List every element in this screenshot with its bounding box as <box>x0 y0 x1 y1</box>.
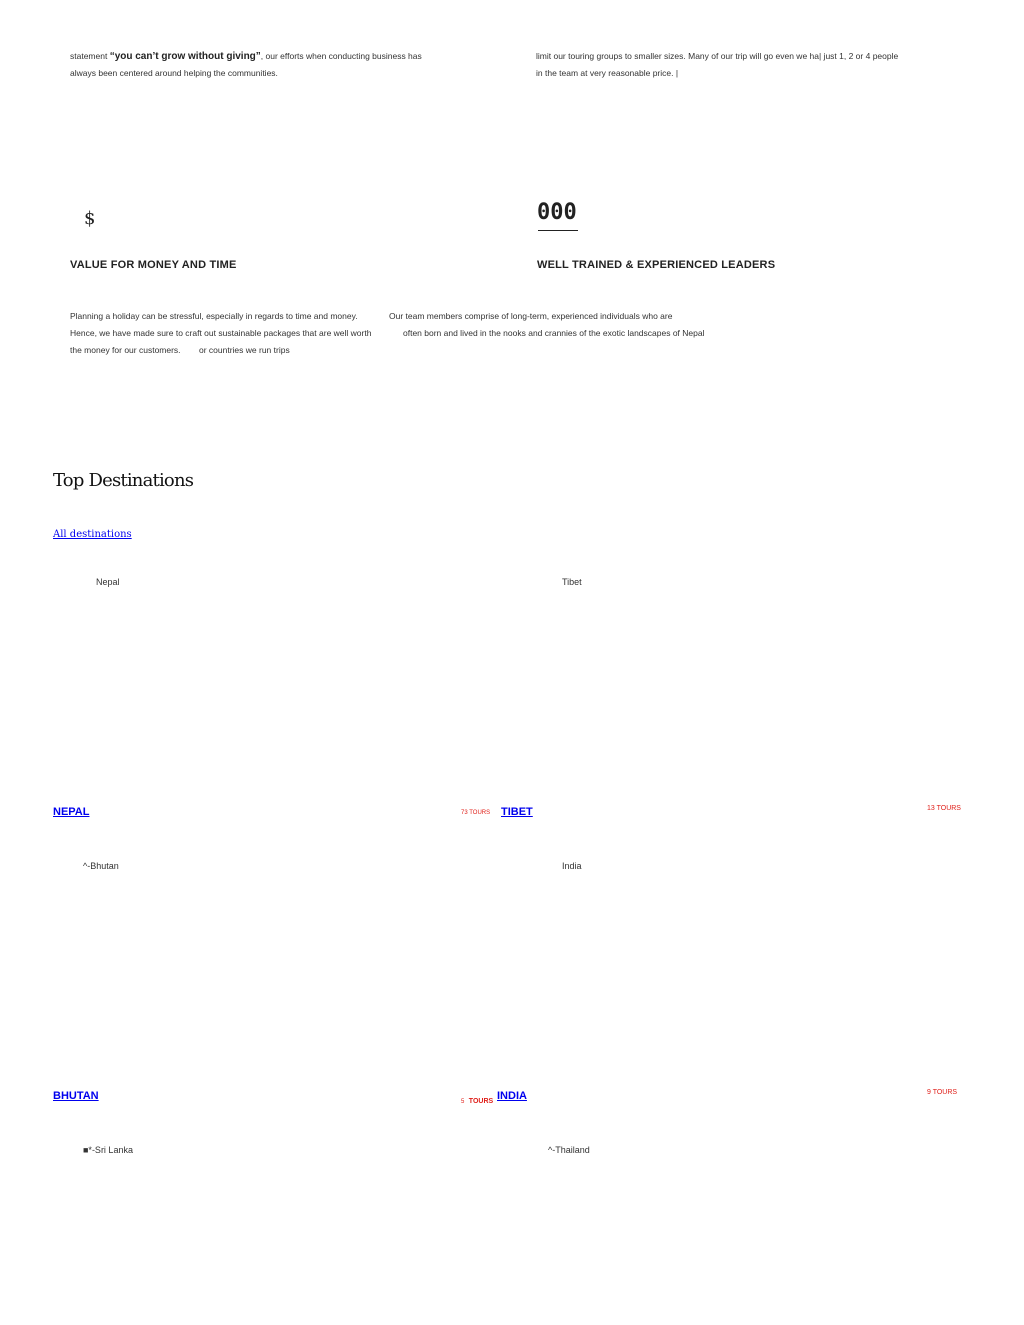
community-line-2: always been centered around helping the communities. <box>70 68 278 78</box>
destination-image-nepal[interactable]: Nepal <box>96 577 120 587</box>
feature-leaders-line-3: or countries we run trips <box>199 345 290 355</box>
destination-image-sri-lanka[interactable]: ■*-Sri Lanka <box>83 1145 133 1155</box>
community-quote: “you can’t grow without giving” <box>109 51 261 62</box>
feature-value-line-2: Hence, we have made sure to craft out sustainable packages that are well worth <box>70 328 372 338</box>
tour-count-bhutan: 5 TOURS <box>461 1098 494 1105</box>
people-icon: 000 <box>537 200 577 225</box>
group-size-paragraph <box>536 48 898 82</box>
destination-link-bhutan[interactable]: BHUTAN <box>53 1090 99 1102</box>
feature-value-line-1: Planning a holiday can be stressful, especially in regards to time and money. <box>70 311 358 321</box>
destination-image-bhutan[interactable]: ^-Bhutan <box>83 861 119 871</box>
people-icon-underline <box>538 230 578 231</box>
feature-title-value: VALUE FOR MONEY AND TIME <box>70 259 237 271</box>
group-size-line-1: limit our touring groups to smaller sizes. Many of our trip will go even we ha| just 1, 2 or 4 people <box>536 51 899 61</box>
dollar-icon: $ <box>84 208 96 229</box>
feature-leaders-line-1: Our team members comprise of long-term, experienced individuals who are <box>389 311 673 321</box>
tour-count-tibet: 13 TOURS <box>927 805 961 812</box>
group-size-line-2: in the team at very reasonable price. | <box>536 68 679 78</box>
feature-value-line-3: the money for our customers. <box>70 345 181 355</box>
community-paragraph <box>70 48 422 82</box>
destination-link-india[interactable]: INDIA <box>497 1090 527 1102</box>
community-line-1: statement “you can’t grow without giving”, our efforts when conducting business has <box>70 51 422 62</box>
feature-title-leaders: WELL TRAINED & EXPERIENCED LEADERS <box>537 259 776 271</box>
feature-leaders-line-2: often born and lived in the nooks and crannies of the exotic landscapes of Nepal <box>403 328 705 338</box>
destination-link-nepal[interactable]: NEPAL <box>53 806 90 818</box>
destination-image-thailand[interactable]: ^-Thailand <box>548 1145 590 1155</box>
tour-count-india: 9 TOURS <box>927 1089 958 1096</box>
destination-image-india[interactable]: India <box>562 861 582 871</box>
tour-count-nepal: 73 TOURS <box>461 810 491 816</box>
destination-image-tibet[interactable]: Tibet <box>562 577 582 587</box>
destination-link-tibet[interactable]: TIBET <box>501 806 533 818</box>
all-destinations-link[interactable]: All destinations <box>53 529 132 540</box>
section-title-top-destinations: Top Destinations <box>53 470 194 491</box>
